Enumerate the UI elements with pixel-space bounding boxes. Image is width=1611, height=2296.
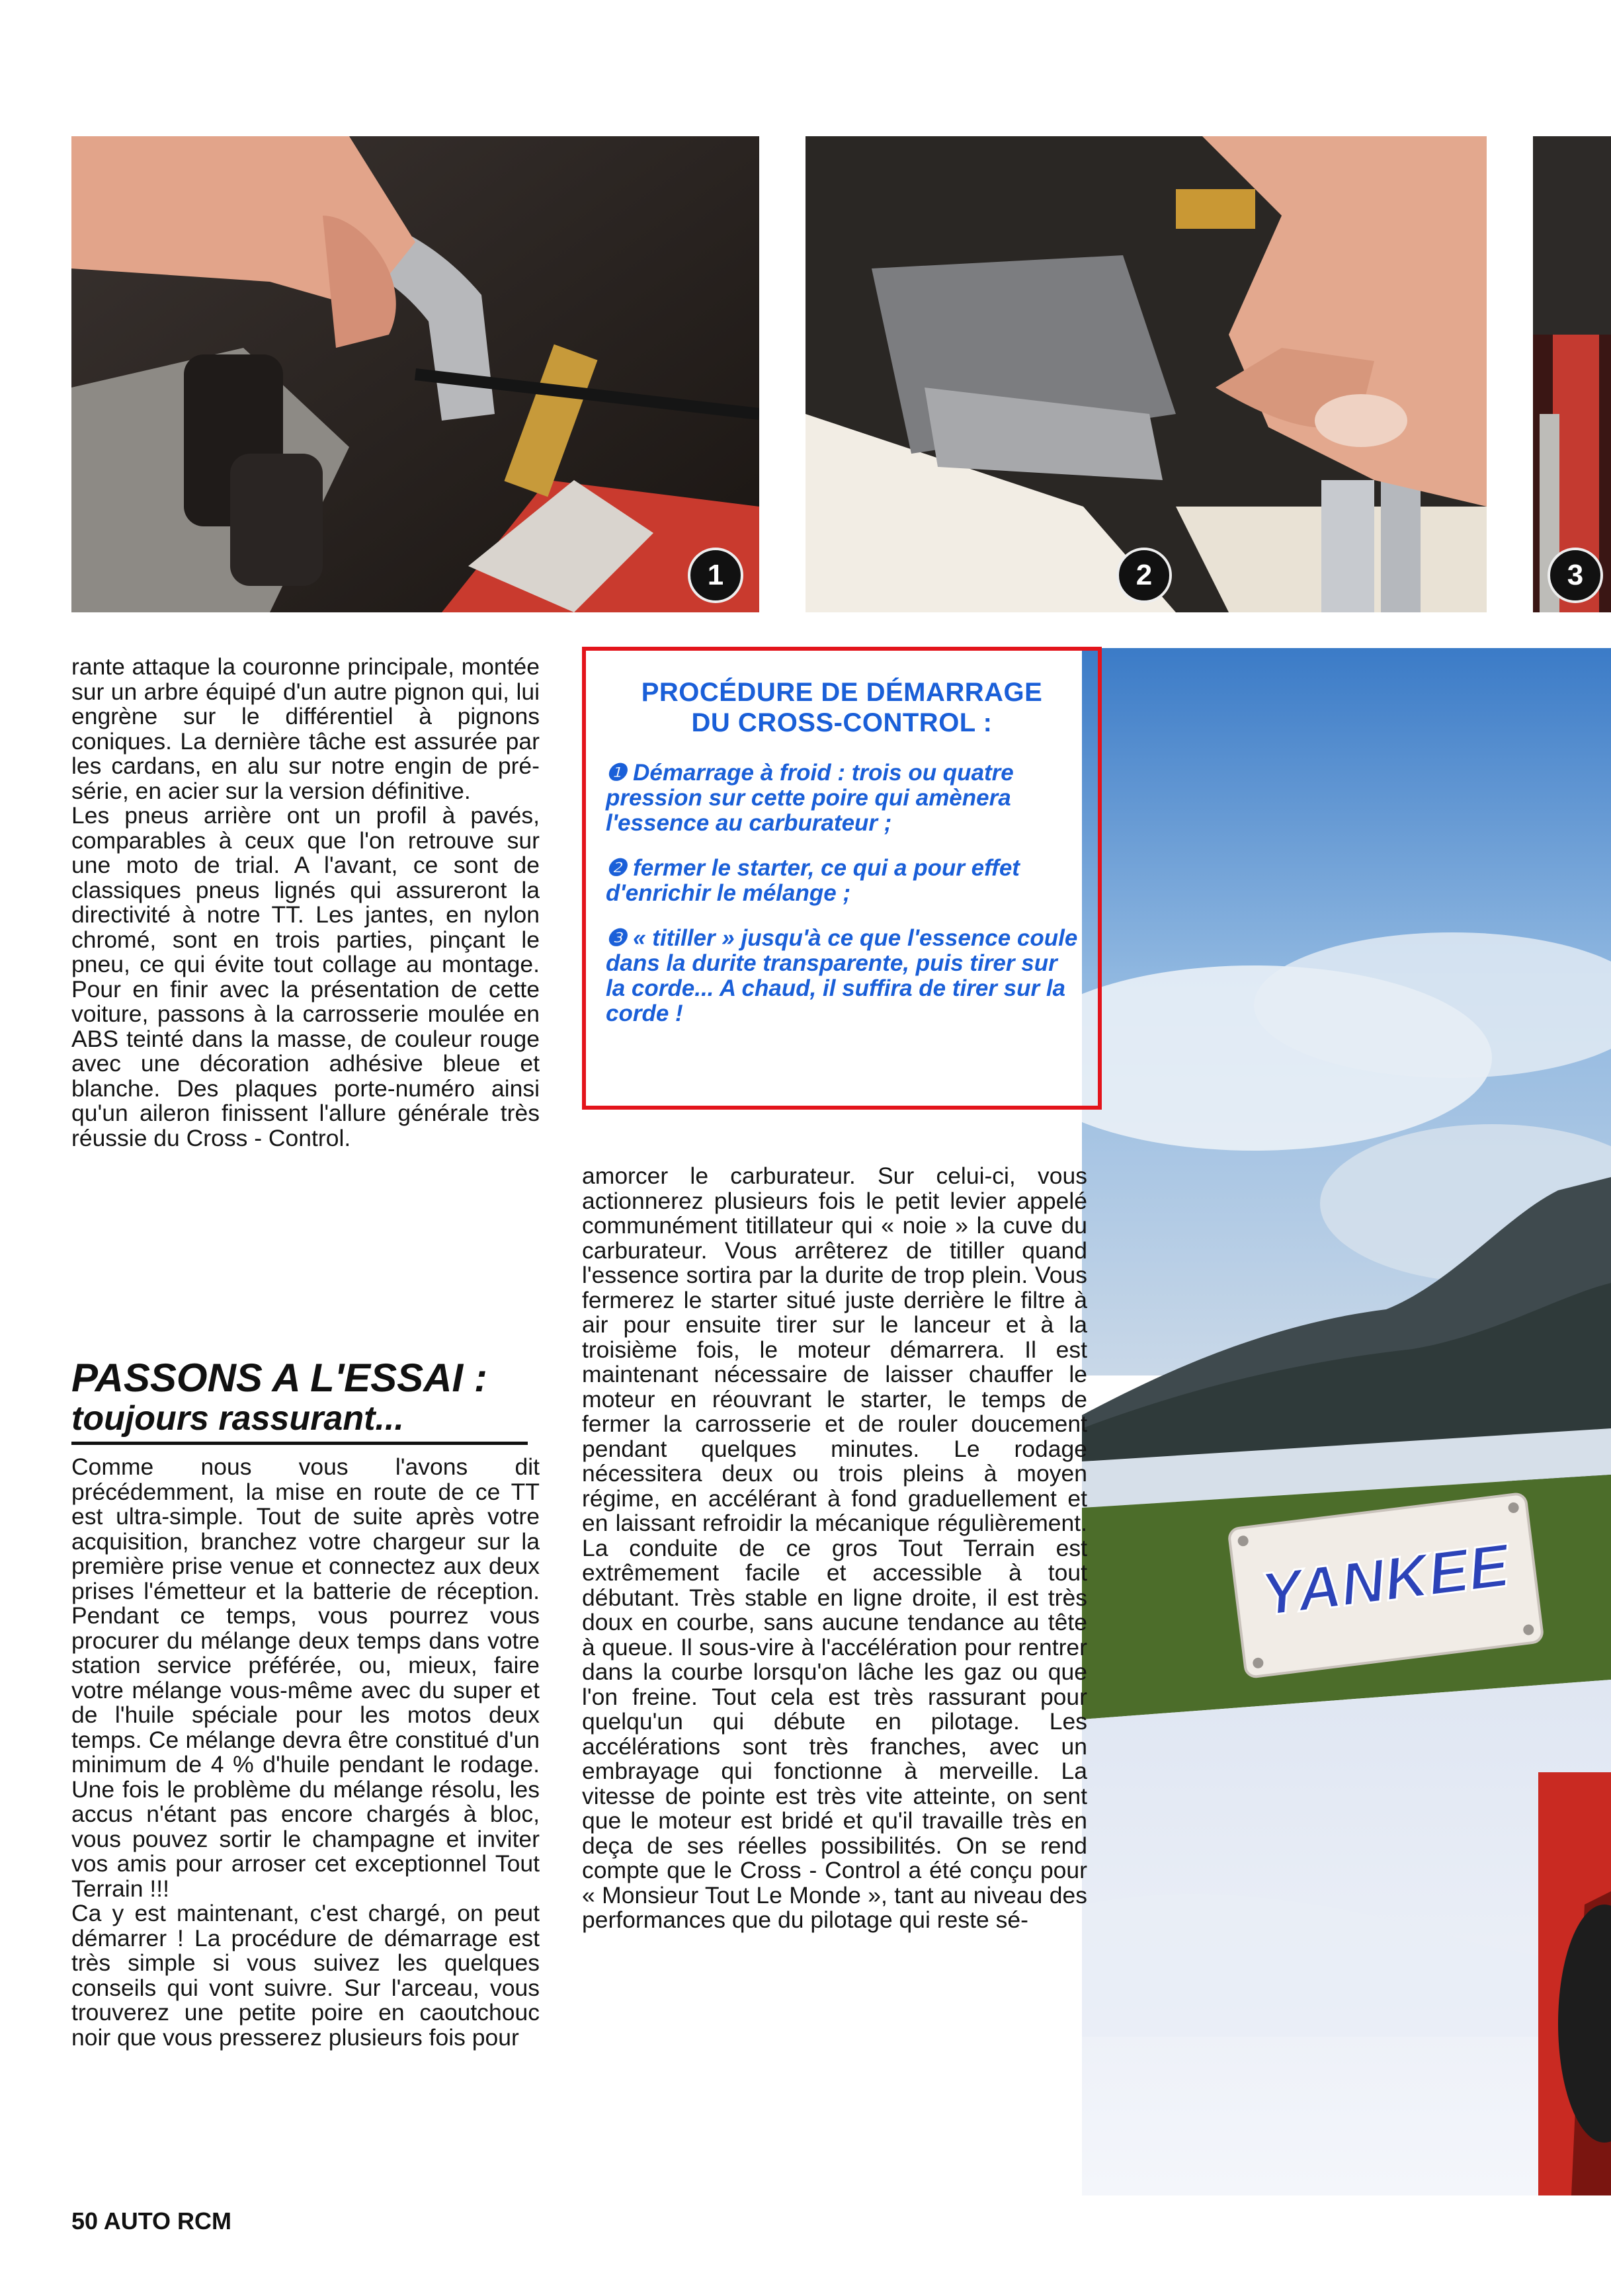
yankee-sign-text: YANKEE bbox=[1257, 1531, 1513, 1629]
article-paragraph: Les pneus arrière ont un profil à pavés, comparables à ceux que l'on retrouve sur une moto de trial. A l'avant, ce sont de classiques pneus lignés qui assureront la directivité à notre TT. Les jantes, en nylon chromé, sont en trois parties, pinçant le pneu, ce qui évite tout collage au montage. Pour en finir avec la présentation de cette voiture, passons à la carrosserie moulée en ABS teinté dans la masse, de couleur rouge avec une décoration adhésive bleue et blanche. Des plaques porte-numéro ainsi qu'un aileron finissent l'allure générale très réussie du Cross - Control. bbox=[71, 802, 540, 1151]
heading-underline bbox=[71, 1442, 528, 1445]
article-paragraph: Ca y est maintenant, c'est chargé, on peut démarrer ! La procédure de démarrage est très simple si vous suivez les quelques conseils qui vont suivre. Sur l'arceau, vous trouverez une petite poire en caoutchouc noir que vous presserez plusieurs fois pour bbox=[71, 1900, 540, 2051]
article-column-left-top bbox=[71, 655, 540, 1151]
page-number: 50 bbox=[71, 2207, 99, 2234]
photo-rc-car-snow bbox=[1082, 648, 1611, 2195]
article-paragraph: Comme nous vous l'avons dit précédemment, la mise en route de ce TT est ultra-simple. Tout de suite après votre acquisition, branchez votre chargeur sur la première prise venue et connectez aux deux prises l'émetteur et la batterie de réception. Pendant ce temps, vous pourrez vous procurer du mélange deux temps dans votre station service préférée, ou, mieux, faire votre mélange vous-même avec du super et de l'huile spéciale pour les motos deux temps. Ce mélange devra être constitué d'un minimum de 4 % d'huile pendant le rodage. Une fois le problème du mélange résolu, les accus n'étant pas encore chargés à bloc, vous pouvez sortir le champagne et inviter vos amis pour arroser cet exceptionnel Tout Terrain !!! bbox=[71, 1454, 540, 1902]
photo-third-cropped bbox=[1533, 136, 1611, 612]
box-title-line: DU CROSS-CONTROL : bbox=[691, 708, 993, 737]
section-heading bbox=[71, 1357, 534, 1445]
article-paragraph: amorcer le carburateur. Sur celui-ci, vous actionnerez plusieurs fois le petit levier appelé communément titillateur qui « noie » la cuve du carburateur. Vous arrêterez de titiller quand l'essence sortira par la durite de trop plein. Vous fermerez le starter situé juste derrière le filtre à air pour ensuite tirer sur le lanceur et à la troisième fois, le moteur démarrera. Il est maintenant nécessaire de laisser chauffer le moteur en réouvrant le starter, le temps de fermer la carrosserie et de rouler doucement pendant quelques minutes. Le rodage nécessitera deux ou trois pleins à moyen régime, en accélérant à fond graduellement et en laissant refroidir la mécanique régulièrement. La conduite de ce gros Tout Terrain est extrêmement facile et accessible à tout débutant. Très stable en ligne droite, il est très doux en courbe, sans aucune tendance au tête à queue. Il sous-vire à l'accélération pour rentrer dans la courbe lorsqu'on lâche les gaz ou que l'on freine. Tout cela est très rassurant pour quelqu'un qui débute en pilotage. Les accélérations sont très franches, avec un embrayage qui fonctionne à merveille. La vitesse de pointe est très vite atteinte, on sent que le moteur est bridé et qu'il travaille très en deça de ses réelles possibilités. On se rend compte que le Cross - Control a été conçu pour « Monsieur Tout Le Monde », tant au niveau des performances que du pilotage qui reste sé- bbox=[582, 1163, 1087, 1933]
article-column-middle bbox=[582, 1164, 1087, 1933]
photo-number-badge: 3 bbox=[1548, 548, 1603, 603]
startup-procedure-box bbox=[582, 647, 1102, 1110]
photo-carburetor-bulb bbox=[71, 136, 759, 612]
article-column-left-bottom bbox=[71, 1455, 540, 2050]
article-paragraph: rante attaque la couronne principale, montée sur un arbre équipé d'un autre pignon qui, lui engrène sur le différentiel à pignons coniques. La dernière tâche est assurée par les cardans, en alu sur notre engin de pré-série, en acier sur la version définitive. bbox=[71, 653, 540, 804]
page-footer bbox=[71, 2207, 231, 2235]
box-step: ❷ fermer le starter, ce qui a pour effet d'enrichir le mélange ; bbox=[606, 855, 1020, 906]
box-step: ❸ « titiller » jusqu'à ce que l'essence coule dans la durite transparente, puis tirer sur la corde... A chaud, il suffira de tirer sur la corde ! bbox=[606, 925, 1078, 1026]
box-title bbox=[606, 677, 1078, 738]
photo-number-badge: 1 bbox=[688, 548, 743, 603]
magazine-name: AUTO RCM bbox=[103, 2207, 232, 2234]
photo-number-badge: 2 bbox=[1116, 548, 1172, 603]
photo-titillator-lever bbox=[806, 136, 1487, 612]
box-title-line: PROCÉDURE DE DÉMARRAGE bbox=[641, 678, 1043, 707]
section-heading-title: PASSONS A L'ESSAI : bbox=[71, 1356, 487, 1400]
section-heading-subtitle: toujours rassurant... bbox=[71, 1399, 404, 1438]
box-step: ❶ Démarrage à froid : trois ou quatre pression sur cette poire qui amènera l'essence au carburateur ; bbox=[606, 760, 1014, 836]
